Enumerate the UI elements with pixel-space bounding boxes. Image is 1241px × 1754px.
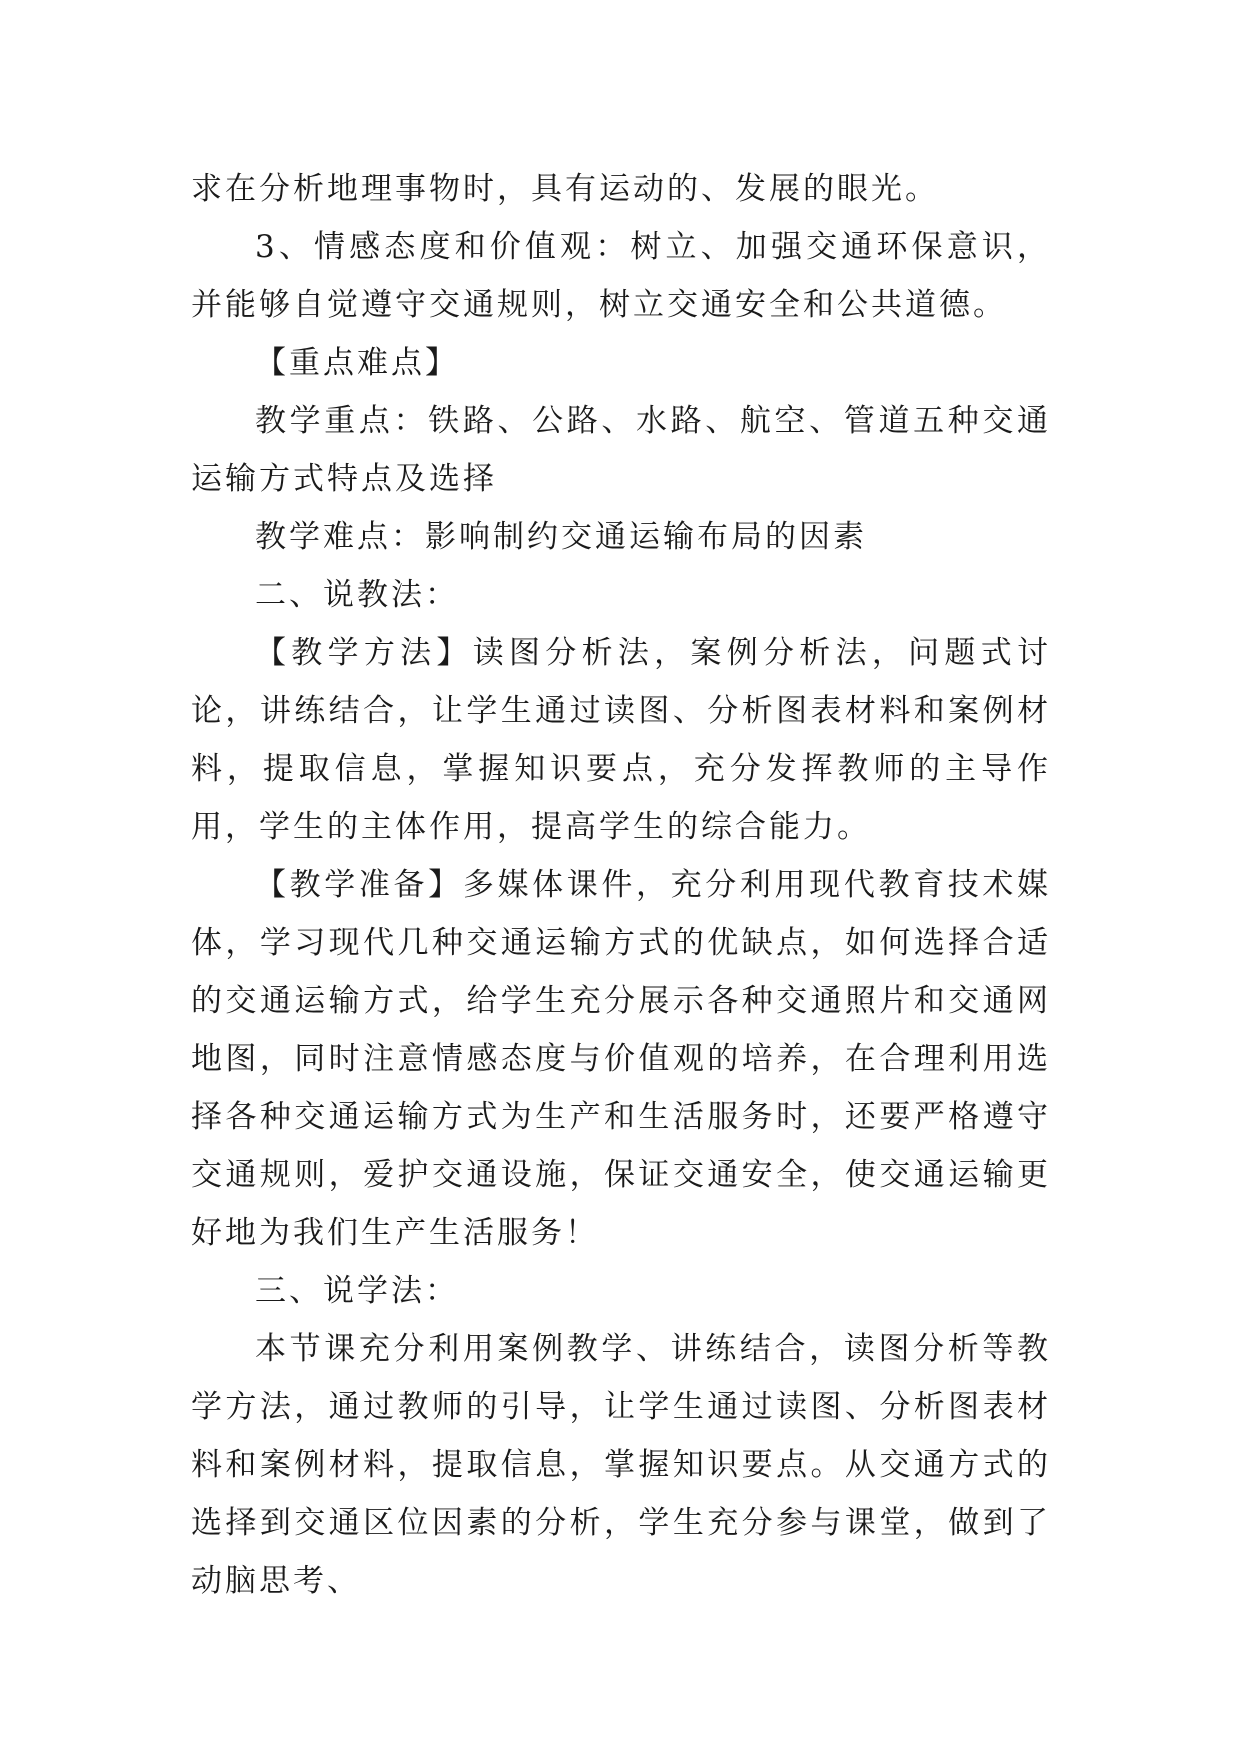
section-heading-teaching-method: 二、说教法： — [255, 577, 459, 613]
paragraph-teaching-difficulty: 教学难点：影响制约交通运输布局的因素 — [255, 519, 867, 555]
paragraph-teaching-focus: 教学重点：铁路、公路、水路、航空、管道五种交通运输方式特点及选择 — [191, 403, 1051, 497]
paragraph-teaching-preparation: 【教学准备】多媒体课件，充分利用现代教育技术媒体，学习现代几种交通运输方式的优缺点，如何选择合适的交通运输方式，给学生充分展示各种交通照片和交通网地图，同时注意情感态度与价值观的培养，在合理利用选择各种交通运输方式为生产和生活服务时，还要严格遵守交通规则，爱护交通设施，保证交通安全，使交通运输更好地为我们生产生活服务！ — [191, 867, 1051, 1251]
paragraph-learning-methods: 本节课充分利用案例教学、讲练结合，读图分析等教学方法，通过教师的引导，让学生通过读图、分析图表材料和案例材料，提取信息，掌握知识要点。从交通方式的选择到交通区位因素的分析，学生充分参与课堂，做到了动脑思考、 — [191, 1331, 1051, 1599]
document-body — [191, 160, 1051, 1610]
paragraph-teaching-methods: 【教学方法】读图分析法，案例分析法，问题式讨论，讲练结合，让学生通过读图、分析图表材料和案例材料，提取信息，掌握知识要点，充分发挥教师的主导作用，学生的主体作用，提高学生的综合能力。 — [191, 635, 1051, 845]
section-heading-learning-method: 三、说学法： — [255, 1273, 459, 1309]
paragraph-continuation: 求在分析地理事物时，具有运动的、发展的眼光。 — [191, 171, 939, 207]
paragraph-emotional-goals: 3、情感态度和价值观：树立、加强交通环保意识，并能够自觉遵守交通规则，树立交通安全和公共道德。 — [191, 229, 1051, 323]
section-heading-key-difficulties: 【重点难点】 — [255, 345, 459, 381]
